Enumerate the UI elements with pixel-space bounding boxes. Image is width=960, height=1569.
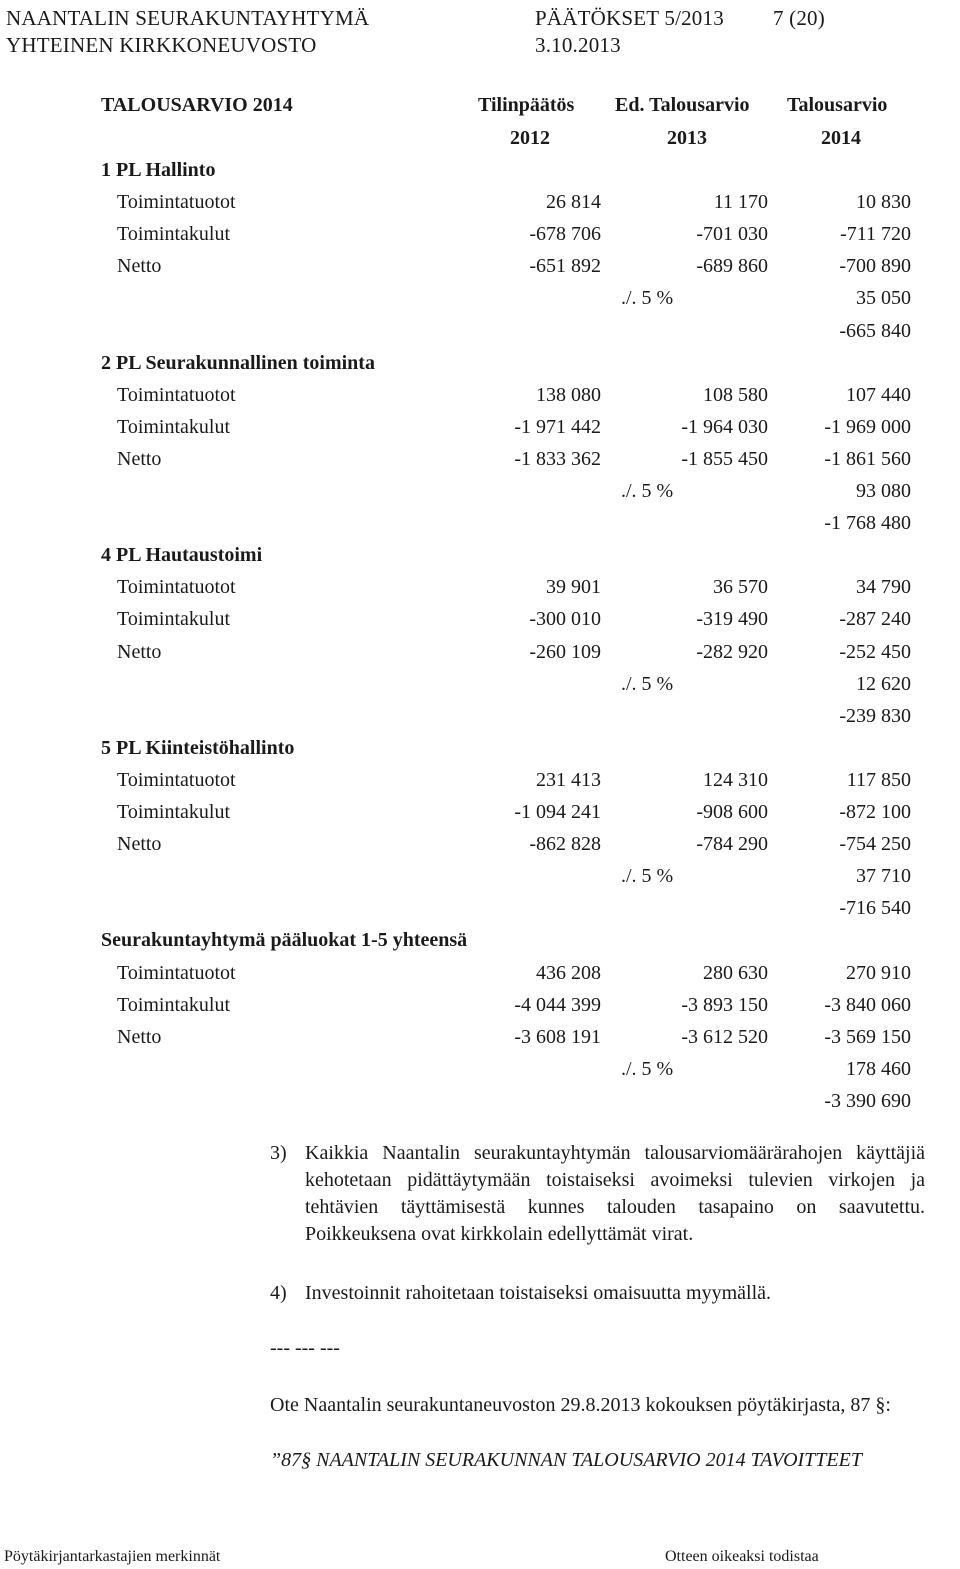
paragraph-number: 3) [270,1142,287,1164]
excerpt-quote: ”87§ NAANTALIN SEURAKUNNAN TALOUSARVIO 2014 TAVOITTEET [270,1449,862,1471]
col-year-3: 2014 [821,127,861,149]
section-heading: 1 PL Hallinto [101,159,216,181]
reduction-label: ./. 5 % [621,865,674,887]
section-heading: 4 PL Hautaustoimi [101,544,263,566]
cell-value: -908 600 [696,801,768,823]
cell-value: -689 860 [696,255,768,277]
reduction-label: ./. 5 % [621,673,674,695]
cell-value: -862 828 [529,833,601,855]
cell-value: -1 971 442 [514,416,601,438]
cell-value: -300 010 [529,608,601,630]
col-year-2: 2013 [667,127,707,149]
cell-value: -711 720 [840,223,911,245]
col-header-3: Talousarvio [787,94,888,116]
cell-value: 10 830 [856,191,911,213]
cell-value: 36 570 [713,576,768,598]
col-year-1: 2012 [510,127,550,149]
col-header-2: Ed. Talousarvio [615,94,750,116]
cell-value: -319 490 [696,608,768,630]
row-label: Toimintatuotot [117,962,236,984]
cell-value: 107 440 [846,384,911,406]
cell-value: 280 630 [703,962,768,984]
footer-inspectors: Pöytäkirjantarkastajien merkinnät [4,1548,221,1565]
row-label: Toimintatuotot [117,191,236,213]
paragraph-3 [270,1140,925,1280]
header-date: 3.10.2013 [535,33,621,57]
cell-value: -754 250 [839,833,911,855]
row-label: Netto [117,255,162,277]
row-label: Toimintatuotot [117,769,236,791]
adjusted-total: -1 768 480 [824,512,911,534]
header-body: YHTEINEN KIRKKONEUVOSTO [6,33,317,57]
cell-value: 117 850 [846,769,911,791]
cell-value: -3 612 520 [681,1026,768,1048]
cell-value: -3 608 191 [514,1026,601,1048]
cell-value: 124 310 [703,769,768,791]
adjusted-total: -239 830 [839,705,911,727]
section-heading: 2 PL Seurakunnallinen toiminta [101,352,375,374]
row-label: Toimintakulut [117,801,231,823]
cell-value: -701 030 [696,223,768,245]
row-label: Netto [117,1026,162,1048]
cell-value: -784 290 [696,833,768,855]
row-label: Netto [117,833,162,855]
cell-value: -4 044 399 [514,994,601,1016]
cell-value: 231 413 [536,769,601,791]
footer-certification: Otteen oikeaksi todistaa [665,1548,819,1565]
cell-value: -651 892 [529,255,601,277]
row-label: Toimintakulut [117,608,231,630]
row-label: Toimintakulut [117,223,231,245]
paragraph-4 [270,1280,925,1310]
cell-value: -3 569 150 [824,1026,911,1048]
reduction-value: 12 620 [856,673,911,695]
adjusted-total: -3 390 690 [824,1090,911,1112]
cell-value: -287 240 [839,608,911,630]
cell-value: 270 910 [846,962,911,984]
header-org: NAANTALIN SEURAKUNTAYHTYMÄ [6,6,370,30]
table-title: TALOUSARVIO 2014 [101,94,293,116]
cell-value: -3 893 150 [681,994,768,1016]
excerpt-text: Ote Naantalin seurakuntaneuvoston 29.8.2013 kokouksen pöytäkirjasta, 87 §: [270,1394,891,1416]
row-label: Toimintakulut [117,994,231,1016]
reduction-value: 93 080 [856,480,911,502]
cell-value: -872 100 [839,801,911,823]
reduction-label: ./. 5 % [621,287,674,309]
cell-value: 436 208 [536,962,601,984]
cell-value: 34 790 [856,576,911,598]
cell-value: -260 109 [529,641,601,663]
paragraph-text: Investoinnit rahoitetaan toistaiseksi omaisuutta myymällä. [305,1282,772,1304]
col-header-1: Tilinpäätös [478,94,575,116]
cell-value: -252 450 [839,641,911,663]
row-label: Netto [117,448,162,470]
section-heading: Seurakuntayhtymä pääluokat 1-5 yhteensä [101,929,468,951]
adjusted-total: -716 540 [839,897,911,919]
cell-value: 39 901 [546,576,601,598]
cell-value: -3 840 060 [824,994,911,1016]
adjusted-total: -665 840 [839,320,911,342]
cell-value: -1 861 560 [824,448,911,470]
cell-value: 108 580 [703,384,768,406]
cell-value: -1 855 450 [681,448,768,470]
paragraph-number: 4) [270,1282,287,1304]
reduction-label: ./. 5 % [621,1058,674,1080]
row-label: Netto [117,641,162,663]
cell-value: -1 969 000 [824,416,911,438]
cell-value: -282 920 [696,641,768,663]
reduction-label: ./. 5 % [621,480,674,502]
header-page: 7 (20) [773,6,825,30]
cell-value: -1 094 241 [514,801,601,823]
row-label: Toimintakulut [117,416,231,438]
cell-value: -1 833 362 [514,448,601,470]
cell-value: 26 814 [546,191,601,213]
paragraph-text: Kaikkia Naantalin seurakuntayhtymän talousarviomäärärahojen käyttäjiä kehotetaan pidättäytymään toistaiseksi avoimeksi tulevien virkojen ja tehtävien täyttämisestä kunnes talouden tasapaino on saavutettu. Poikkeuksena ovat kirkkolain edellyttämät virat. [305,1142,925,1245]
cell-value: -700 890 [839,255,911,277]
row-label: Toimintatuotot [117,384,236,406]
reduction-value: 178 460 [846,1058,911,1080]
reduction-value: 35 050 [856,287,911,309]
cell-value: 11 170 [713,191,768,213]
header-doc-number: PÄÄTÖKSET 5/2013 [535,6,724,30]
cell-value: -678 706 [529,223,601,245]
cell-value: 138 080 [536,384,601,406]
separator: --- --- --- [270,1337,340,1359]
row-label: Toimintatuotot [117,576,236,598]
reduction-value: 37 710 [856,865,911,887]
cell-value: -1 964 030 [681,416,768,438]
section-heading: 5 PL Kiinteistöhallinto [101,737,295,759]
